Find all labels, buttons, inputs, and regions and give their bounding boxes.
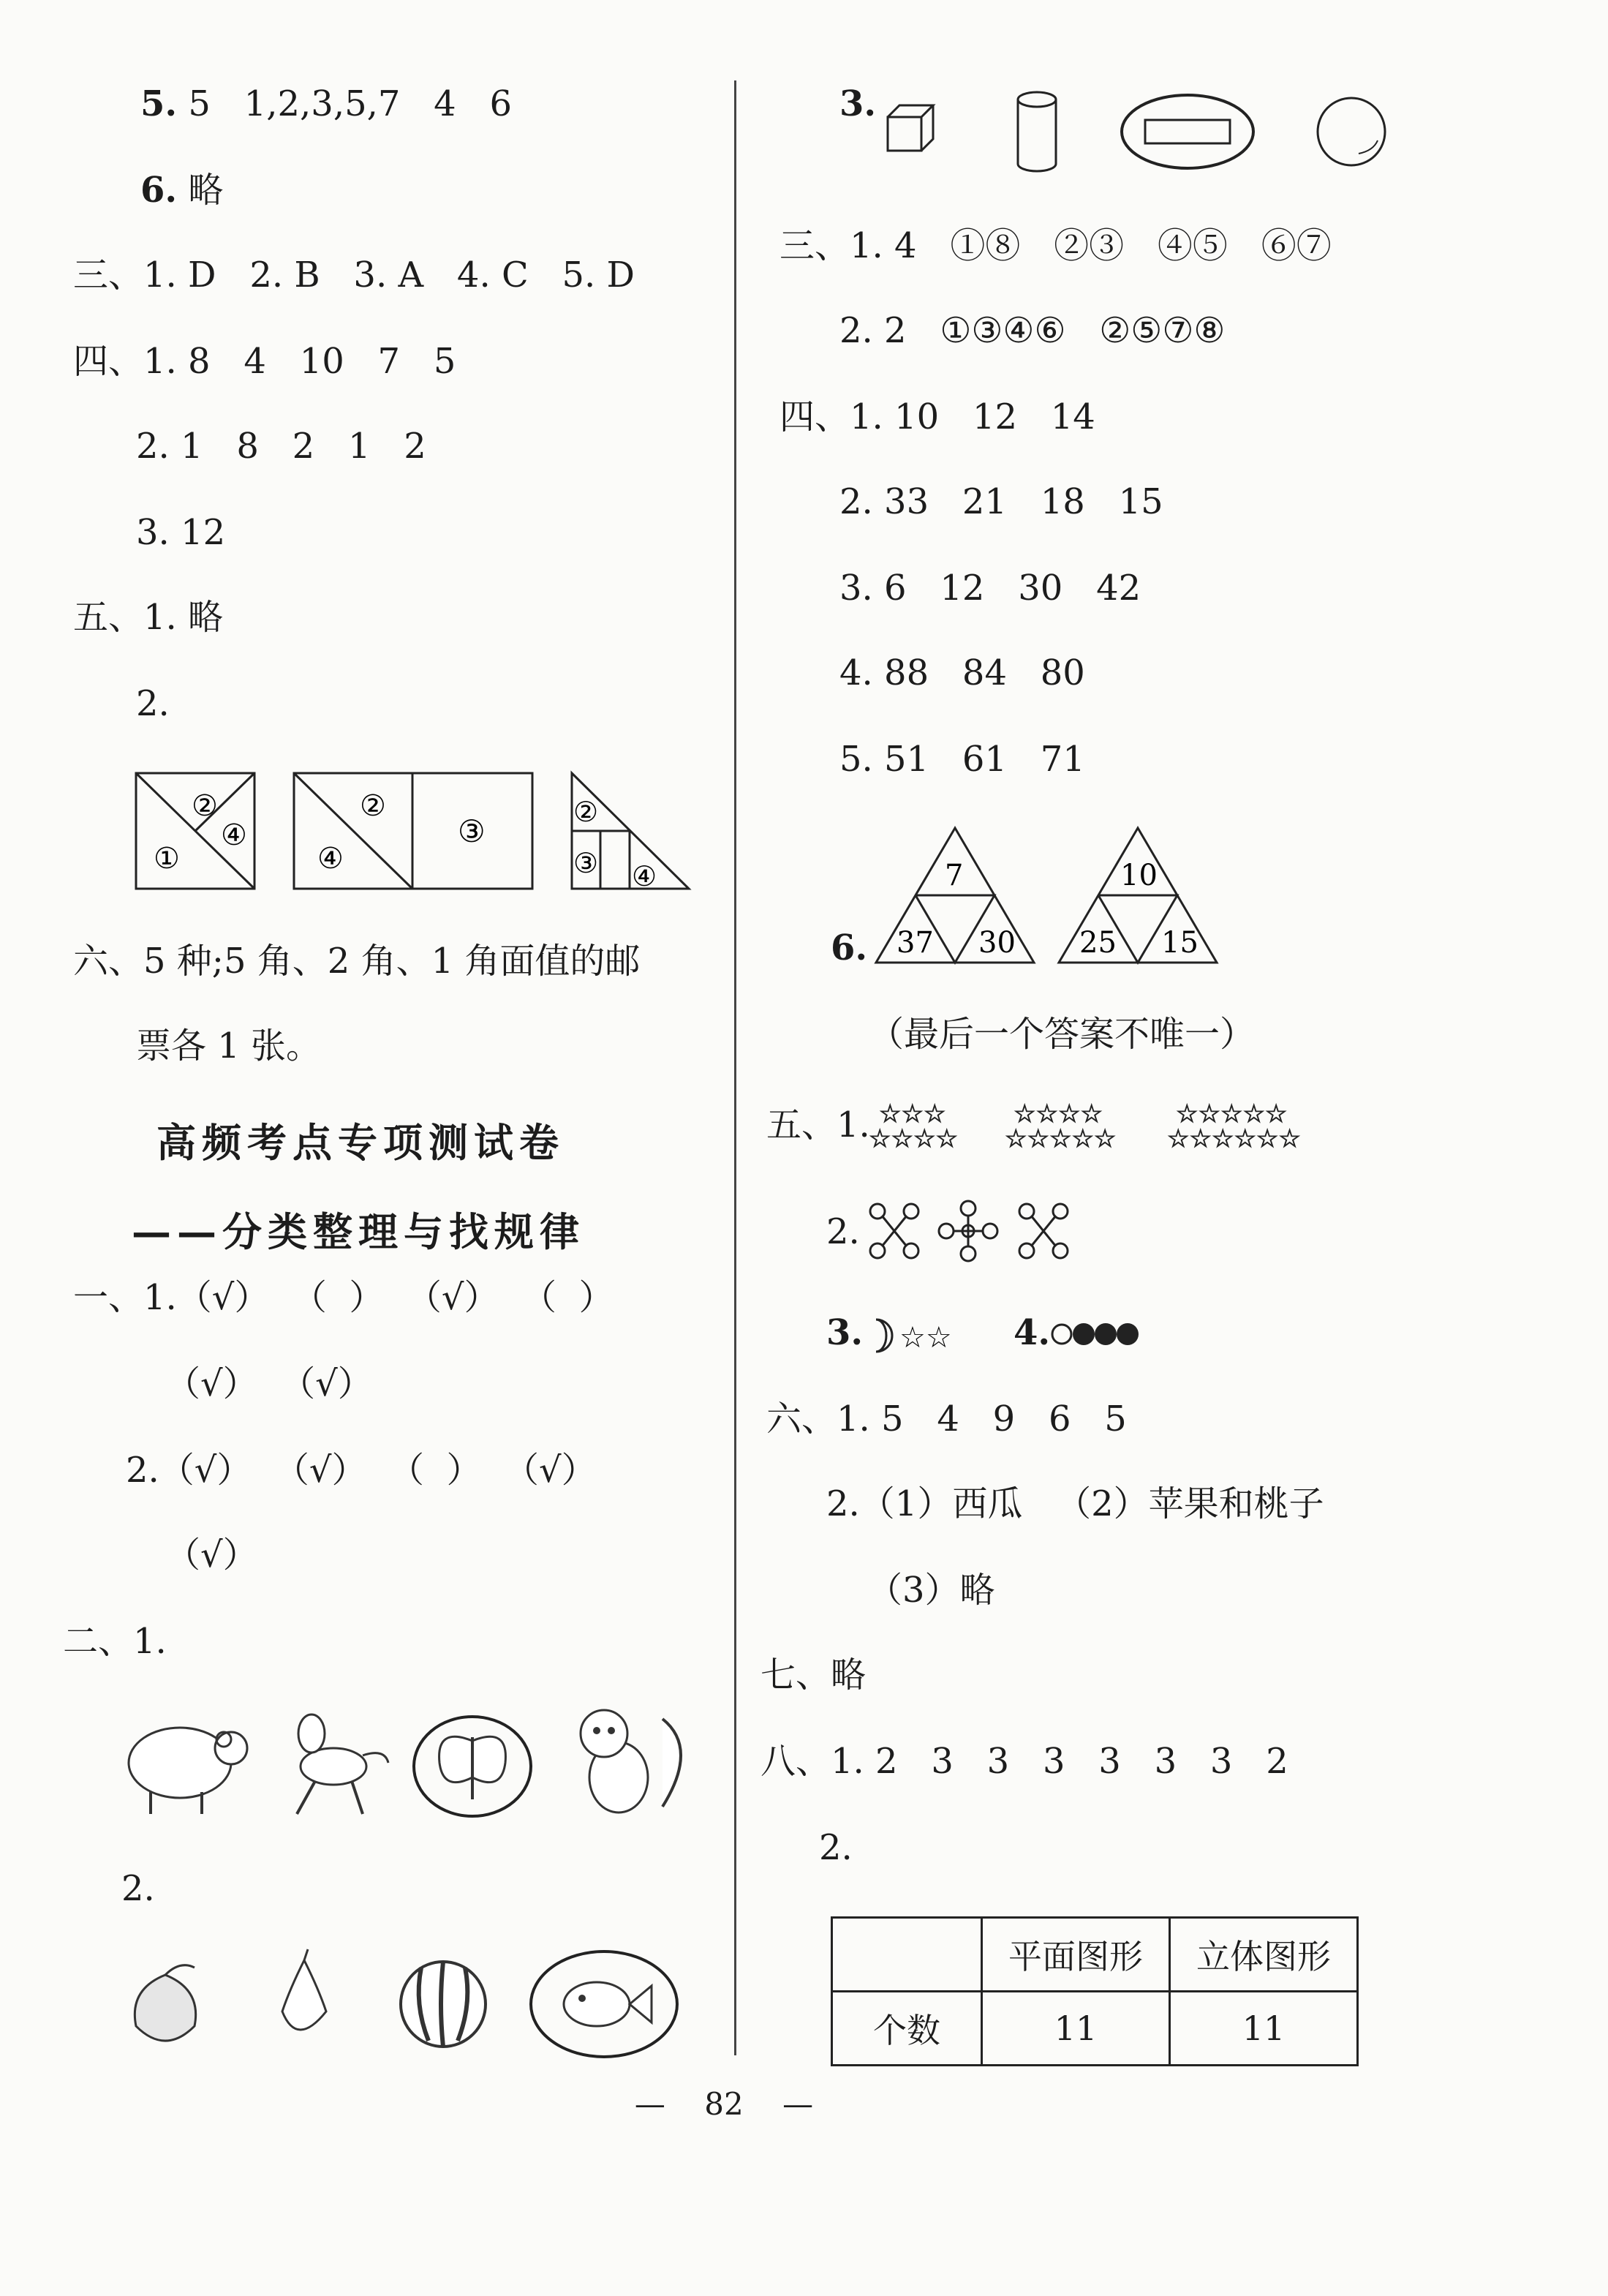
right-section-5-answer-1: 五、1.	[766, 1104, 870, 1145]
sphere-icon	[1318, 98, 1385, 165]
butterfly-icon	[414, 1717, 531, 1816]
cylinder-icon	[1018, 92, 1056, 171]
right-section-4-answer-4: 4. 88 84 80	[839, 652, 1085, 693]
test-title: 高频考点专项测试卷	[156, 1119, 565, 1166]
triangle-puzzle-1	[876, 828, 1034, 963]
moon-star-pattern	[867, 1314, 984, 1358]
part-2-answer-2: 2.	[121, 1868, 155, 1909]
column-divider	[734, 80, 736, 2055]
page-footer	[0, 2086, 1448, 2122]
fig-a-label-2: ④	[221, 818, 247, 852]
sheep-icon	[129, 1728, 247, 1814]
part-1-answer-2-cont: （√）	[165, 1535, 258, 1576]
right-section-3-answer-2: 2. 2 ①③④⑥ ②⑤⑦⑧	[839, 310, 1226, 351]
fig-c-label-2: ③	[573, 847, 599, 879]
test-subtitle: ——分类整理与找规律	[132, 1208, 585, 1255]
star-group-1-bottom: ☆☆☆☆	[869, 1124, 958, 1153]
filled-circle-icon-3	[1117, 1323, 1139, 1345]
peach-icon	[135, 1965, 195, 2041]
tri2-right: 15	[1161, 926, 1199, 960]
shapes-illustration	[877, 88, 1404, 183]
divided-square-figure	[135, 772, 256, 890]
moon-icon	[876, 1320, 892, 1352]
squirrel-icon	[581, 1710, 681, 1813]
star-patterns	[869, 1097, 1337, 1156]
fig-a-label-1: ②	[192, 789, 218, 823]
right-section-3-answer-1: 三、1. 4 ①⑧ ②③ ④⑤ ⑥⑦	[780, 225, 1332, 266]
table-row	[832, 1992, 1358, 2066]
right-section-7-answer: 七、略	[760, 1655, 867, 1695]
star-group-2-top: ☆☆☆☆	[1014, 1099, 1103, 1129]
right-section-6-answer-3: （3）略	[867, 1570, 995, 1611]
right-section-5-answer-2: 2.	[826, 1211, 860, 1252]
section-3-answers: 三、1. D 2. B 3. A 4. C 5. D	[73, 255, 635, 296]
answer-5: 5. 5 1,2,3,5,7 4 6	[140, 83, 513, 124]
part-1-answer-2: 2.（√） （√） （ ） （√）	[126, 1450, 597, 1491]
plus-pattern-icon	[939, 1201, 997, 1261]
right-section-4-answer-1: 四、1. 10 12 14	[780, 396, 1095, 437]
right-section-5-answer-4: 4.	[1014, 1312, 1051, 1353]
right-section-4-answer-3: 3. 6 12 30 42	[839, 568, 1141, 609]
tri1-left: 37	[897, 926, 934, 960]
section-6-answer-line-1: 六、5 种;5 角、2 角、1 角面值的邮	[73, 941, 641, 982]
page-number: 82	[704, 2086, 744, 2122]
horse-icon	[297, 1715, 388, 1814]
table-header-row	[832, 1918, 1358, 1992]
star-group-3-bottom: ☆☆☆☆☆☆	[1167, 1124, 1301, 1153]
tri2-left: 25	[1079, 926, 1117, 960]
table-cell-solid-count: 11	[1170, 1992, 1358, 2066]
section-6-answer-line-2: 票各 1 张。	[136, 1025, 322, 1066]
animals-illustration	[121, 1704, 706, 1829]
table-row-label: 个数	[832, 1992, 982, 2066]
part-2-answer-1: 二、1.	[63, 1621, 167, 1662]
rectangle-in-oval-icon	[1122, 95, 1253, 168]
divided-rectangle-figure	[292, 772, 534, 890]
star-icon: ☆☆	[899, 1321, 952, 1355]
section-5-answer-1: 五、1. 略	[73, 597, 224, 638]
x-pattern-icon-2	[1019, 1204, 1068, 1258]
cube-icon	[888, 105, 933, 151]
table-header-empty	[832, 1918, 982, 1992]
table-cell-plane-count: 11	[982, 1992, 1170, 2066]
pear-icon	[282, 1949, 326, 2030]
tri2-top: 10	[1120, 859, 1158, 892]
answer-6: 6. 略	[140, 170, 224, 211]
fig-c-label-3: ④	[632, 860, 657, 892]
empty-circle-icon	[1052, 1325, 1071, 1344]
right-section-6-answer-2: 2.（1）西瓜 （2）苹果和桃子	[826, 1483, 1324, 1524]
triangle-puzzle-2	[1059, 828, 1217, 963]
section-4-answer-1: 四、1. 8 4 10 7 5	[73, 341, 456, 382]
fruits-illustration	[121, 1946, 684, 2063]
filled-circle-icon-2	[1095, 1323, 1117, 1345]
footer-dash-right: —	[782, 2086, 814, 2122]
shape-count-table	[831, 1916, 1359, 2066]
shapes-answer-label: 3.	[839, 83, 877, 124]
watermelon-icon	[401, 1962, 486, 2047]
section-4-answer-3: 3. 12	[136, 512, 226, 553]
section-5-answer-2: 2.	[136, 683, 170, 724]
circle-pattern	[1052, 1321, 1147, 1350]
footer-dash-left: —	[634, 2086, 665, 2122]
star-group-3-top: ☆☆☆☆☆	[1176, 1099, 1288, 1129]
fig-c-label-1: ②	[573, 796, 599, 828]
table-header-solid: 立体图形	[1170, 1918, 1358, 1992]
fig-b-label-3: ③	[458, 813, 486, 849]
answer-note: （最后一个答案不唯一）	[869, 1014, 1256, 1055]
tri1-top: 7	[945, 859, 964, 892]
right-section-5-answer-3: 3.	[826, 1312, 864, 1353]
fig-b-label-1: ②	[360, 789, 386, 823]
right-section-4-answer-6: 6.	[831, 927, 868, 968]
right-section-4-answer-2: 2. 33 21 18 15	[839, 481, 1163, 522]
part-1-answer-1: 一、1.（√） （ ） （√） （ ）	[73, 1277, 614, 1318]
x-pattern-icon	[870, 1204, 918, 1258]
right-section-8-answer-1: 八、1. 2 3 3 3 3 3 3 2	[760, 1741, 1288, 1782]
fig-b-label-2: ④	[317, 842, 344, 876]
right-section-8-answer-2: 2.	[819, 1827, 853, 1868]
table-header-plane: 平面图形	[982, 1918, 1170, 1992]
fish-icon	[531, 1951, 677, 2057]
tri1-right: 30	[978, 926, 1016, 960]
star-group-2-bottom: ☆☆☆☆☆	[1005, 1124, 1117, 1153]
star-group-1-top: ☆☆☆	[879, 1099, 946, 1129]
fig-a-label-3: ①	[154, 842, 180, 876]
flower-patterns	[867, 1200, 1079, 1265]
divided-triangle-figure	[570, 772, 692, 890]
part-1-answer-1-cont: （√） （√）	[165, 1363, 373, 1404]
filled-circle-icon	[1073, 1323, 1095, 1345]
right-section-6-answer-1: 六、1. 5 4 9 6 5	[766, 1399, 1127, 1439]
section-4-answer-2: 2. 1 8 2 1 2	[136, 426, 426, 467]
right-section-4-answer-5: 5. 51 61 71	[839, 739, 1085, 780]
number-triangles	[875, 827, 1269, 966]
